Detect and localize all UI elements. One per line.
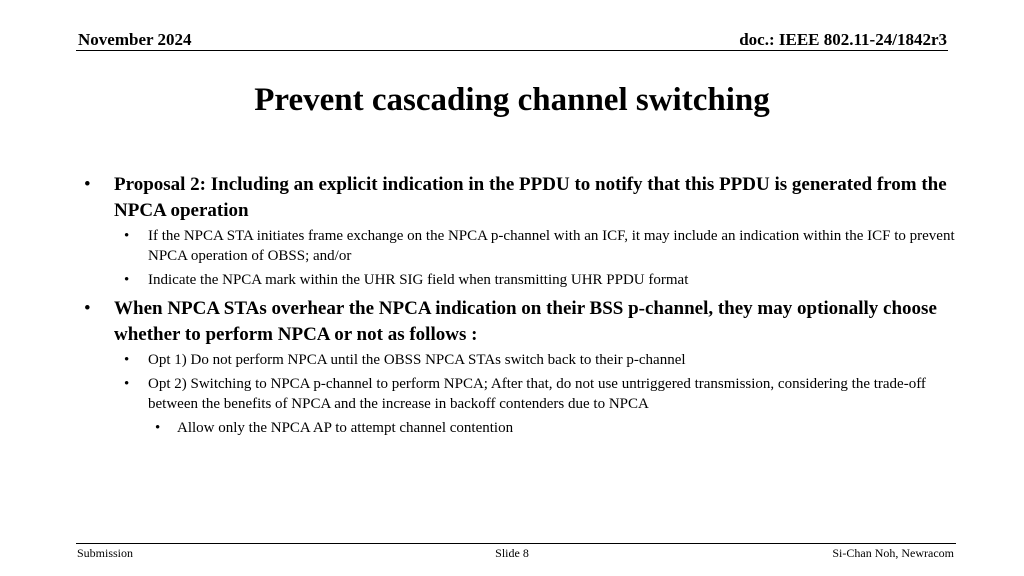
footer-author: Si-Chan Noh, Newracom: [832, 546, 954, 560]
sub-bullet: [80, 270, 960, 290]
bullet-icon: •: [84, 174, 91, 195]
sub-sub-bullet-text: Allow only the NPCA AP to attempt channel contention: [177, 420, 514, 436]
header-divider: [76, 50, 948, 51]
sub-sub-bullet: [80, 418, 960, 438]
bullet-icon: •: [124, 376, 130, 392]
sub-bullet-text: Opt 1) Do not perform NPCA until the OBSS NPCA STAs switch back to their p-channel: [148, 352, 686, 368]
overhear-text: When NPCA STAs overhear the NPCA indication on their BSS p-channel, they may optionally choose whether to perform NPCA or not as follows :: [114, 298, 937, 345]
footer-divider: [76, 543, 956, 544]
sub-bullet: [80, 374, 960, 414]
footer-submission: Submission: [77, 546, 134, 560]
bullet-icon: •: [84, 298, 91, 319]
sub-bullet-text: Opt 2) Switching to NPCA p-channel to perform NPCA; After that, do not use untriggered transmission, considering the trade-off between the benefits of NPCA and the increase in backoff contenders due to NPCA: [148, 376, 926, 412]
sub-bullet: [80, 226, 960, 266]
bullet-icon: •: [124, 352, 130, 368]
footer-slide-number: Slide 8: [495, 546, 529, 560]
bullet-icon: •: [155, 420, 161, 436]
sub-bullet-text: If the NPCA STA initiates frame exchange on the NPCA p-channel with an ICF, it may include an indication within the ICF to prevent NPCA operation of OBSS; and/or: [148, 228, 955, 264]
slide-title: Prevent cascading channel switching: [254, 82, 770, 118]
sub-bullet: [80, 350, 960, 370]
bullet-icon: •: [124, 272, 130, 288]
header-date: November 2024: [78, 30, 192, 49]
bullet-icon: •: [124, 228, 130, 244]
header-doc-id: doc.: IEEE 802.11-24/1842r3: [739, 30, 947, 49]
slide-body: [80, 172, 960, 442]
proposal-2-text: Proposal 2: Including an explicit indication in the PPDU to notify that this PPDU is generated from the NPCA operation: [114, 174, 947, 221]
overhear-bullet: [80, 296, 960, 348]
proposal-2-bullet: [80, 172, 960, 224]
sub-bullet-text: Indicate the NPCA mark within the UHR SIG field when transmitting UHR PPDU format: [148, 272, 689, 288]
